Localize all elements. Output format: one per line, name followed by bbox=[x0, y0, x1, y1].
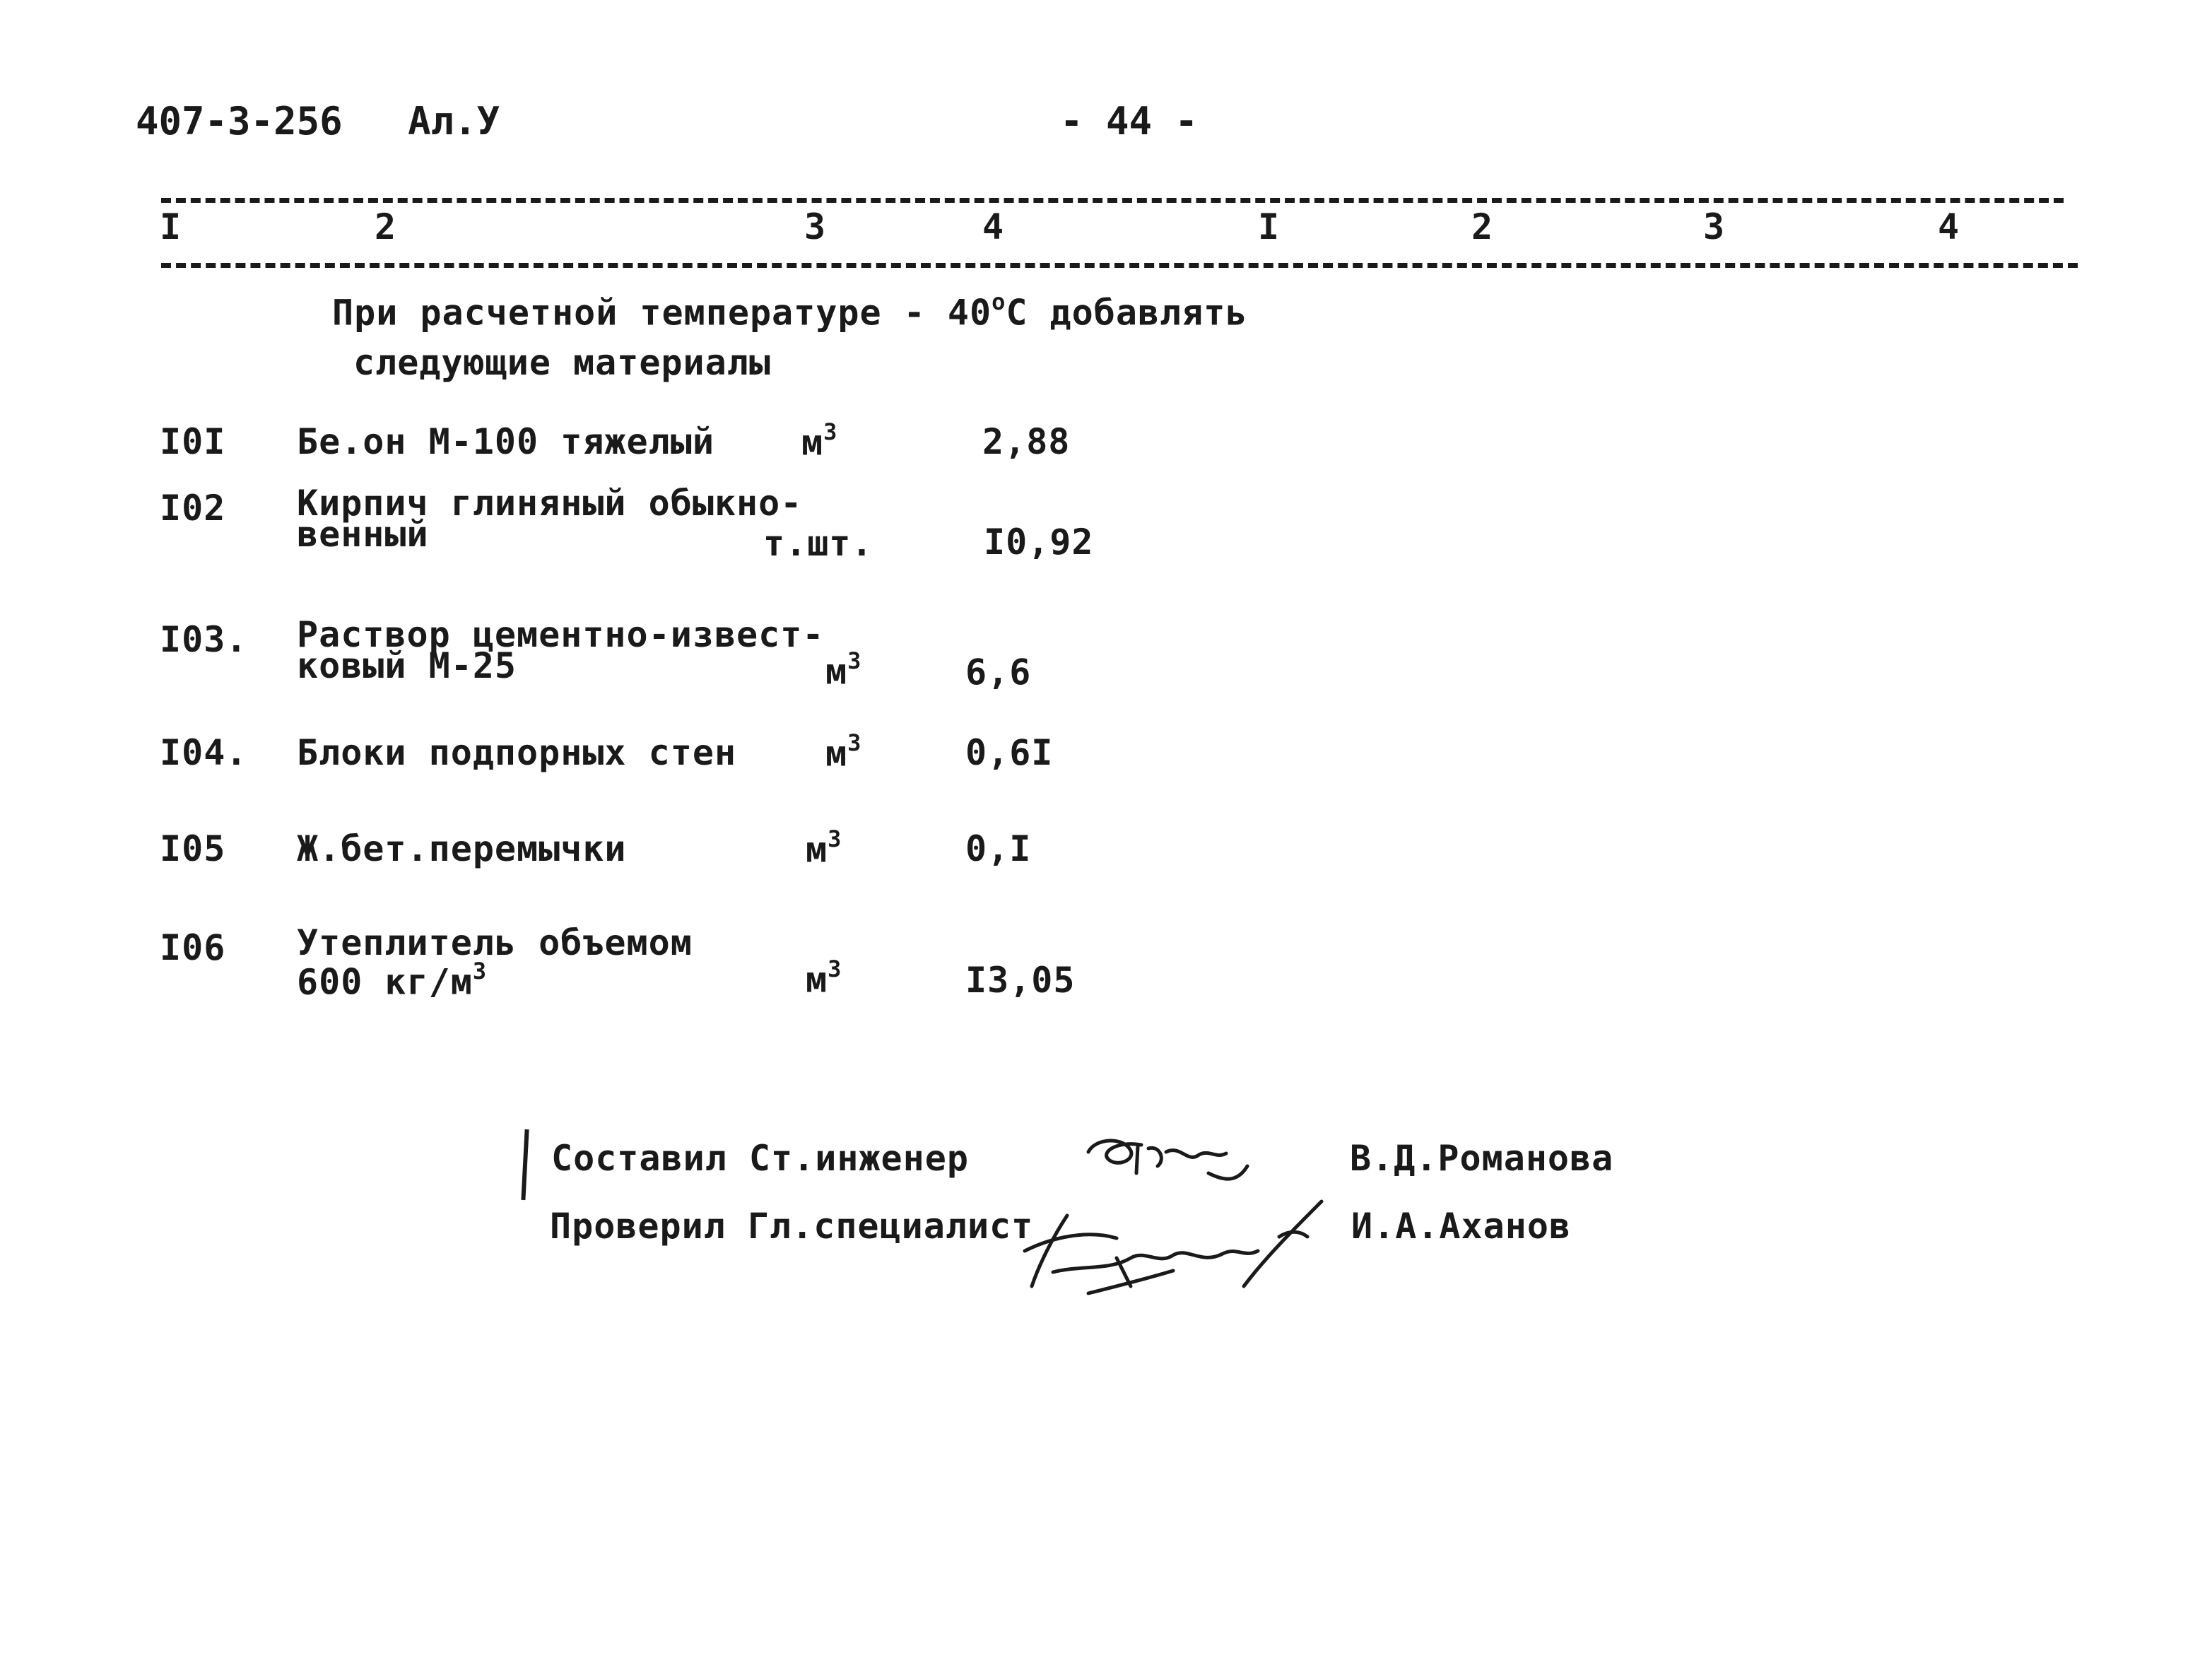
row-name-line: Раствор цементно-извест- bbox=[297, 614, 825, 655]
col-header-3: 3 bbox=[804, 206, 827, 247]
row-name-line: Кирпич глиняный обыкно- bbox=[297, 483, 803, 524]
col-header-1: I bbox=[160, 206, 182, 247]
degree-sign: о bbox=[992, 288, 1006, 315]
row-name-line: венный bbox=[297, 514, 429, 555]
unit-text: м bbox=[801, 422, 824, 464]
row-unit bbox=[806, 825, 842, 871]
row-name-text: 600 кг/м bbox=[297, 961, 473, 1003]
signature-checked bbox=[1011, 1187, 1343, 1307]
name-exponent: 3 bbox=[472, 958, 488, 984]
album-ref: Ал.У bbox=[408, 99, 500, 143]
row-unit bbox=[801, 418, 838, 464]
col-header-6: 2 bbox=[1471, 206, 1494, 247]
signature-bracket bbox=[521, 1129, 529, 1200]
unit-text: м bbox=[806, 959, 828, 1001]
divider-bottom bbox=[161, 263, 2078, 268]
row-name bbox=[297, 922, 693, 1003]
row-name-line bbox=[297, 958, 693, 1003]
row-number: I0I bbox=[160, 421, 226, 462]
row-name bbox=[297, 614, 825, 686]
row-quantity: I3,05 bbox=[965, 960, 1076, 1001]
unit-text: м bbox=[806, 829, 828, 871]
unit-text: м bbox=[825, 733, 848, 775]
row-quantity: 0,6I bbox=[965, 732, 1054, 773]
row-number: I02 bbox=[160, 488, 226, 529]
row-quantity: 2,88 bbox=[982, 421, 1071, 462]
row-name: Ж.бет.перемычки bbox=[297, 828, 627, 869]
row-unit bbox=[825, 647, 862, 693]
row-unit: т.шт. bbox=[763, 523, 873, 564]
document-code bbox=[136, 99, 500, 143]
col-header-4: 4 bbox=[982, 206, 1005, 247]
row-unit bbox=[806, 955, 842, 1001]
compiled-by-label: Составил Ст.инженер bbox=[551, 1138, 969, 1179]
doc-code: 407-3-256 bbox=[136, 99, 343, 143]
row-name: Бе.он М-100 тяжелый bbox=[297, 421, 714, 462]
row-name bbox=[297, 483, 803, 555]
row-unit bbox=[825, 729, 862, 775]
col-header-5: I bbox=[1258, 206, 1281, 247]
col-header-8: 4 bbox=[1938, 206, 1960, 247]
page-number: - 44 - bbox=[1060, 99, 1199, 143]
unit-exponent: 3 bbox=[847, 729, 862, 756]
row-number: I04. bbox=[160, 732, 248, 773]
row-number: I05 bbox=[160, 828, 226, 869]
intro-line-1 bbox=[332, 288, 1248, 334]
row-number: I06 bbox=[160, 927, 226, 968]
col-header-2: 2 bbox=[375, 206, 397, 247]
row-quantity: 0,I bbox=[965, 828, 1032, 869]
row-name-line: Утеплитель объемом bbox=[297, 922, 693, 963]
compiled-by-name: В.Д.Романова bbox=[1350, 1138, 1614, 1179]
unit-exponent: 3 bbox=[847, 647, 862, 674]
col-header-7: 3 bbox=[1703, 206, 1726, 247]
row-number: I03. bbox=[160, 619, 248, 660]
unit-exponent: 3 bbox=[823, 418, 838, 445]
divider-top bbox=[161, 198, 2064, 203]
unit-exponent: 3 bbox=[828, 825, 842, 852]
checked-by-label: Проверил Гл.специалист bbox=[550, 1206, 1034, 1247]
checked-by-name: И.А.Аханов bbox=[1351, 1206, 1572, 1247]
row-name: Блоки подпорных стен bbox=[297, 732, 737, 773]
row-quantity: 6,6 bbox=[965, 652, 1032, 693]
intro-text: При расчетной температуре - 40 bbox=[332, 292, 992, 334]
unit-text: м bbox=[825, 651, 848, 693]
row-quantity: I0,92 bbox=[984, 522, 1094, 563]
intro-text-end: С добавлять bbox=[1006, 292, 1248, 334]
row-name-line: ковый М-25 bbox=[297, 645, 517, 686]
intro-line-2: следующие материалы bbox=[353, 342, 771, 383]
unit-exponent: 3 bbox=[828, 955, 842, 982]
